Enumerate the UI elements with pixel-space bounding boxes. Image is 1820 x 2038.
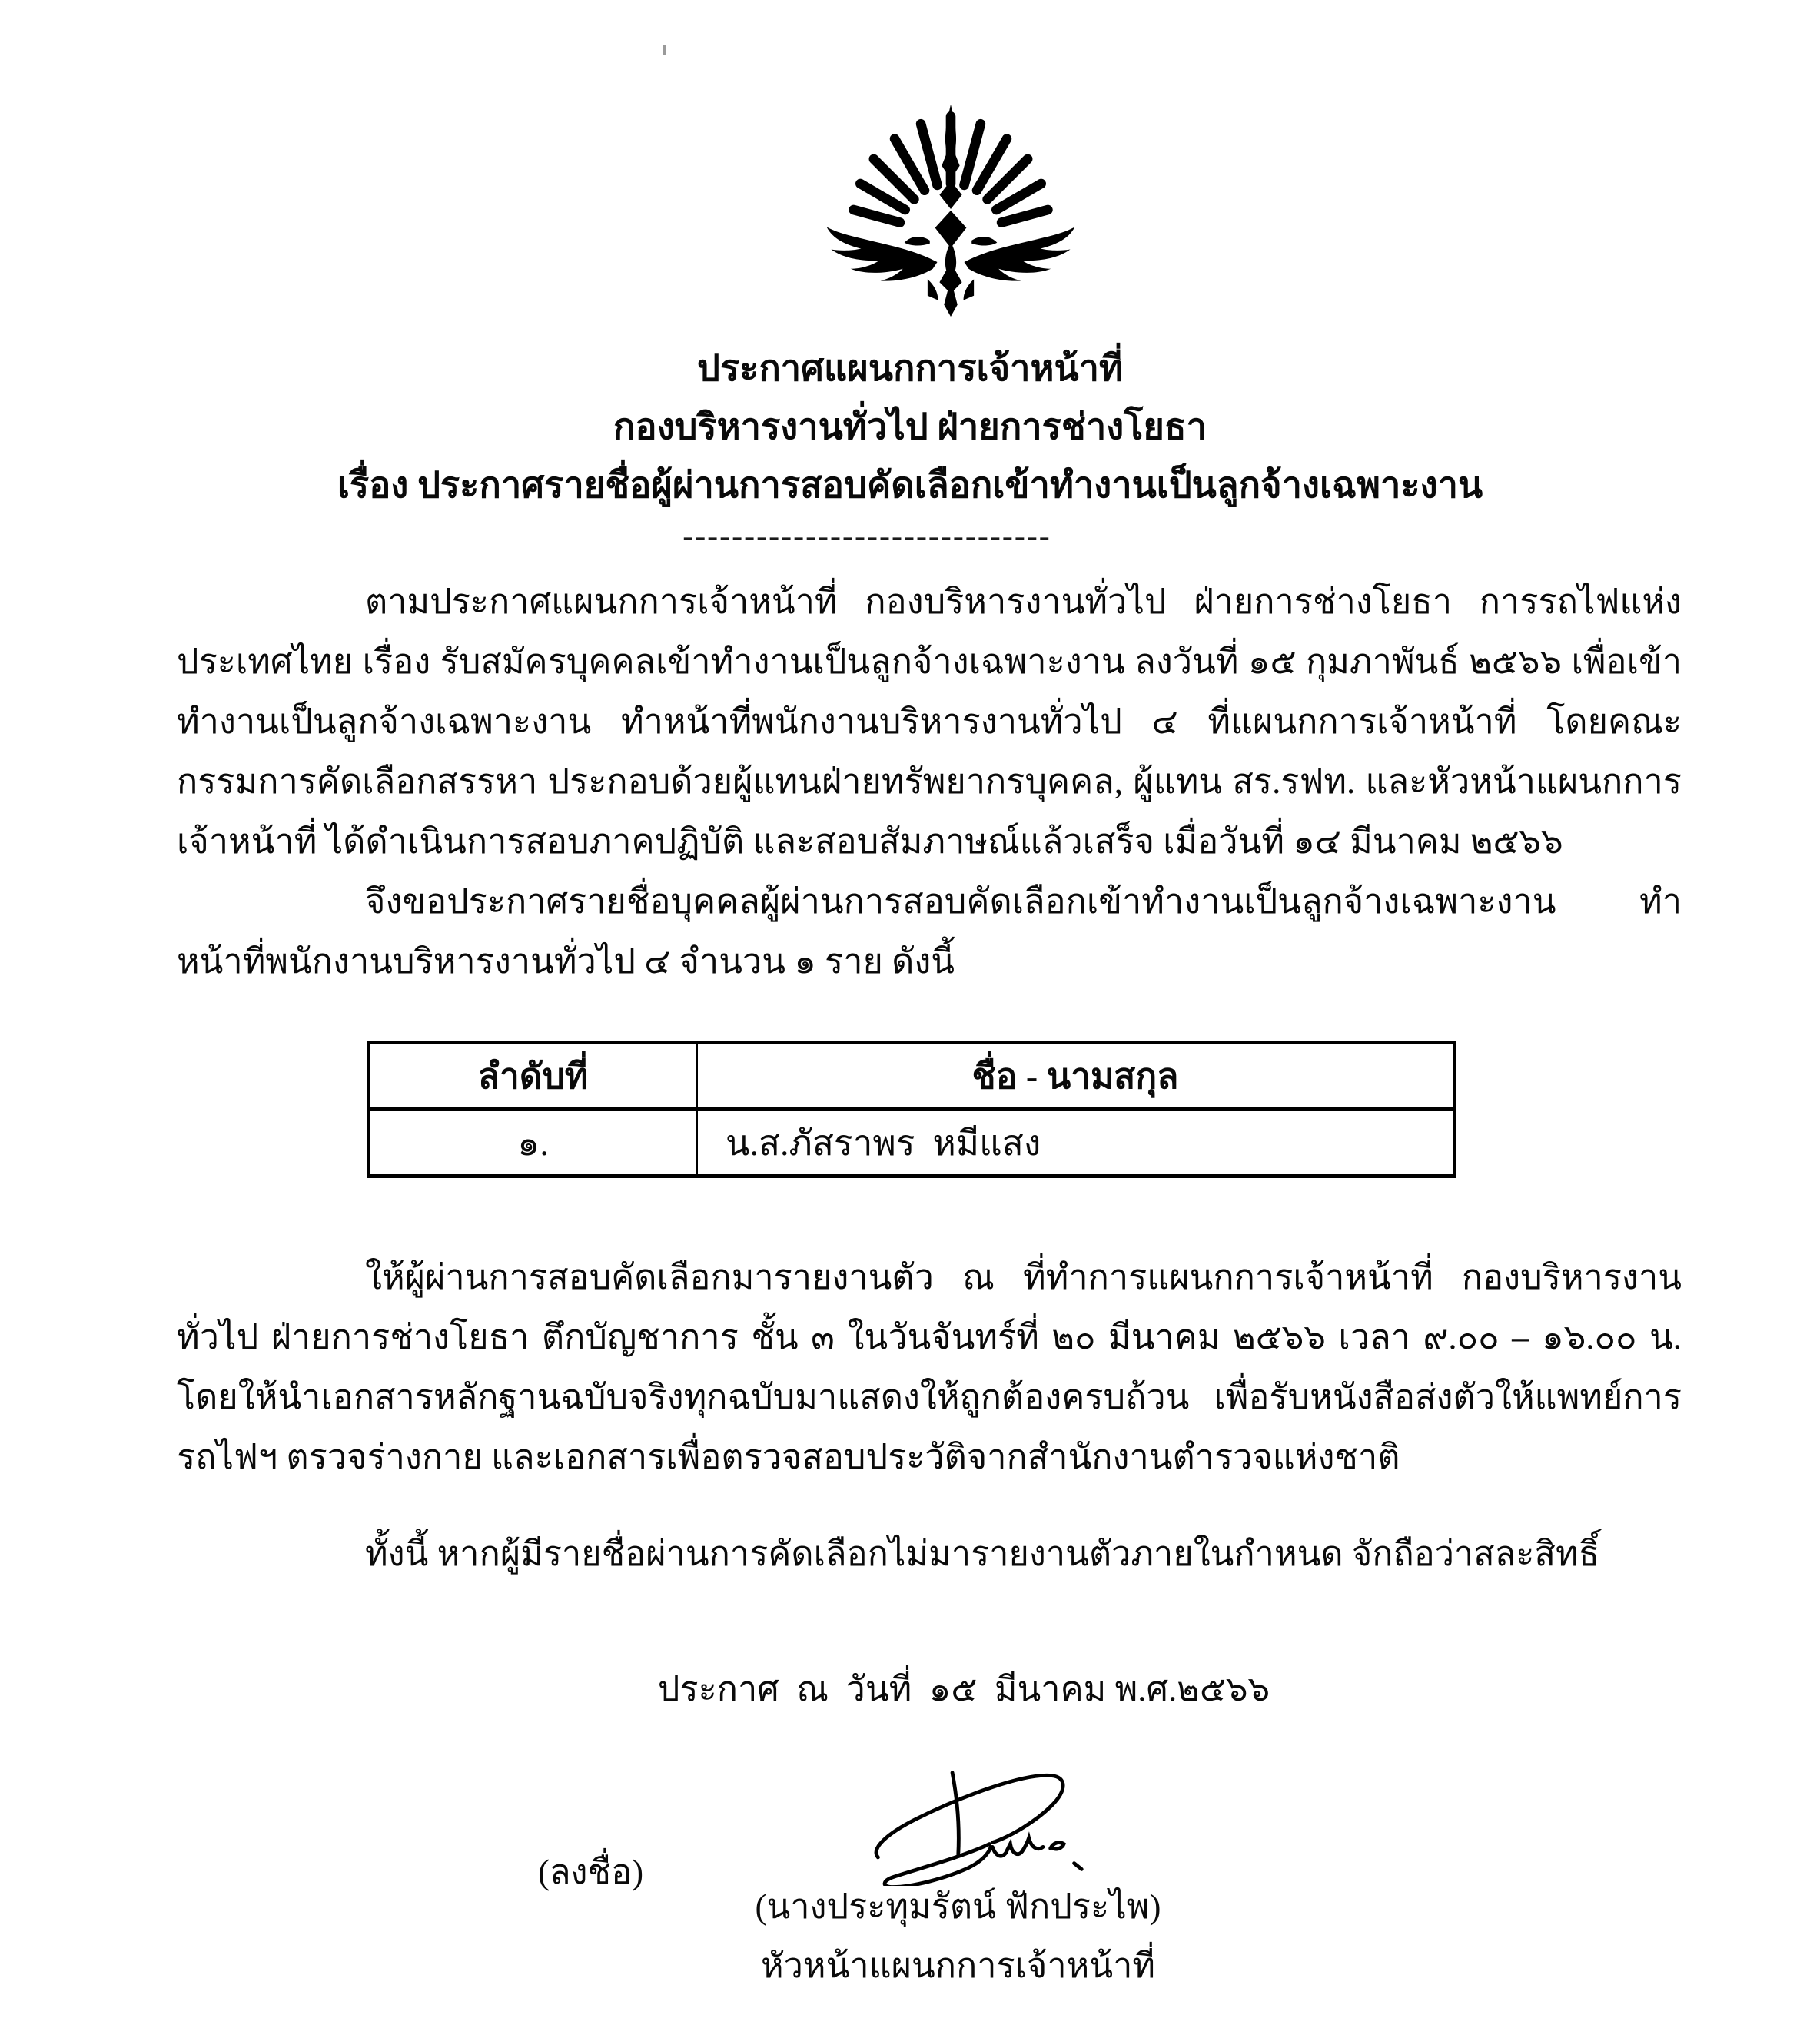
signature-image <box>865 1759 1088 1886</box>
signer-name: (นางประทุมรัตน์ ฟักประไพ) <box>755 1887 1161 1926</box>
paragraph-announce-list: จึงขอประกาศรายชื่อบุคคลผู้ผ่านการสอบคัดเลือกเข้าทำงานเป็นลูกจ้างเฉพาะงาน ทำหน้าที่พนักงานบริหารงานทั่วไป ๔ จำนวน ๑ ราย ดังนี้ <box>177 882 1682 981</box>
sign-label: (ลงชื่อ) <box>538 1853 644 1891</box>
announcement-title-line-1: ประกาศแผนกการเจ้าหน้าที่ <box>697 349 1123 389</box>
paragraph-reporting-instructions: ให้ผู้ผ่านการสอบคัดเลือกมารายงานตัว ณ ที่ทำการแผนกการเจ้าหน้าที่ กองบริหารงานทั่วไป ฝ่ายการช่างโยธา ตึกบัญชาการ ชั้น ๓ ในวันจันทร์ที่ ๒๐ มีนาคม ๒๕๖๖ เวลา ๙.๐๐ – ๑๖.๐๐ น. โดยให้นำเอกสารหลักฐานฉบับจริงทุกฉบับมาแสดงให้ถูกต้องครบถ้วน เพื่อรับหนังสือส่งตัวให้แพทย์การรถไฟฯ ตรวจร่างกาย และเอกสารเพื่อตรวจสอบประวัติจากสำนักงานตำรวจแห่งชาติ <box>177 1258 1691 1476</box>
srt-emblem-logo <box>816 94 1085 326</box>
column-header-name: ชื่อ - นามสกุล <box>697 1043 1455 1110</box>
table-row <box>369 1110 1455 1177</box>
paragraph-forfeit-notice: ทั้งนี้ หากผู้มีรายชื่อผ่านการคัดเลือกไม่มารายงานตัวภายในกำหนด จักถือว่าสละสิทธิ์ <box>365 1535 1600 1573</box>
roster-row-order: ๑. <box>369 1110 697 1177</box>
roster-row-name: น.ส.ภัสราพร หมีแสง <box>697 1110 1455 1177</box>
announcement-subject-line: เรื่อง ประกาศรายชื่อผู้ผ่านการสอบคัดเลือกเข้าทำงานเป็นลูกจ้างเฉพาะงาน <box>337 466 1483 506</box>
scan-speck <box>663 45 666 55</box>
announcement-title-line-2: กองบริหารงานทั่วไป ฝ่ายการช่างโยธา <box>613 407 1207 447</box>
signer-title: หัวหน้าแผนกการเจ้าหน้าที่ <box>760 1947 1156 1985</box>
announcement-header <box>0 340 1820 553</box>
paragraph-background: ตามประกาศแผนกการเจ้าหน้าที่ กองบริหารงานทั่วไป ฝ่ายการช่างโยธา การรถไฟแห่งประเทศไทย เรื่อง รับสมัครบุคคลเข้าทำงานเป็นลูกจ้างเฉพาะงาน ลงวันที่ ๑๕ กุมภาพันธ์ ๒๕๖๖ เพื่อเข้าทำงานเป็นลูกจ้างเฉพาะงาน ทำหน้าที่พนักงานบริหารงานทั่วไป ๔ ที่แผนกการเจ้าหน้าที่ โดยคณะกรรมการคัดเลือกสรรหา ประกอบด้วยผู้แทนฝ่ายทรัพยากรบุคคล, ผู้แทน สร.รฟท. และหัวหน้าแผนกการเจ้าหน้าที่ ได้ดำเนินการสอบภาคปฏิบัติ และสอบสัมภาษณ์แล้วเสร็จ เมื่อวันที่ ๑๔ มีนาคม ๒๕๖๖ <box>177 583 1682 861</box>
column-header-order: ลำดับที่ <box>369 1043 697 1110</box>
signature-block <box>177 1750 1682 2038</box>
winged-wheel-emblem-icon <box>816 94 1085 326</box>
roster-header-row <box>369 1043 1455 1110</box>
dashed-separator: ------------------------------ <box>682 519 1051 554</box>
roster-table <box>367 1041 1456 1178</box>
announce-date-line: ประกาศ ณ วันที่ ๑๕ มีนาคม พ.ศ.๒๕๖๖ <box>657 1670 1270 1708</box>
document-body <box>0 572 1820 2038</box>
